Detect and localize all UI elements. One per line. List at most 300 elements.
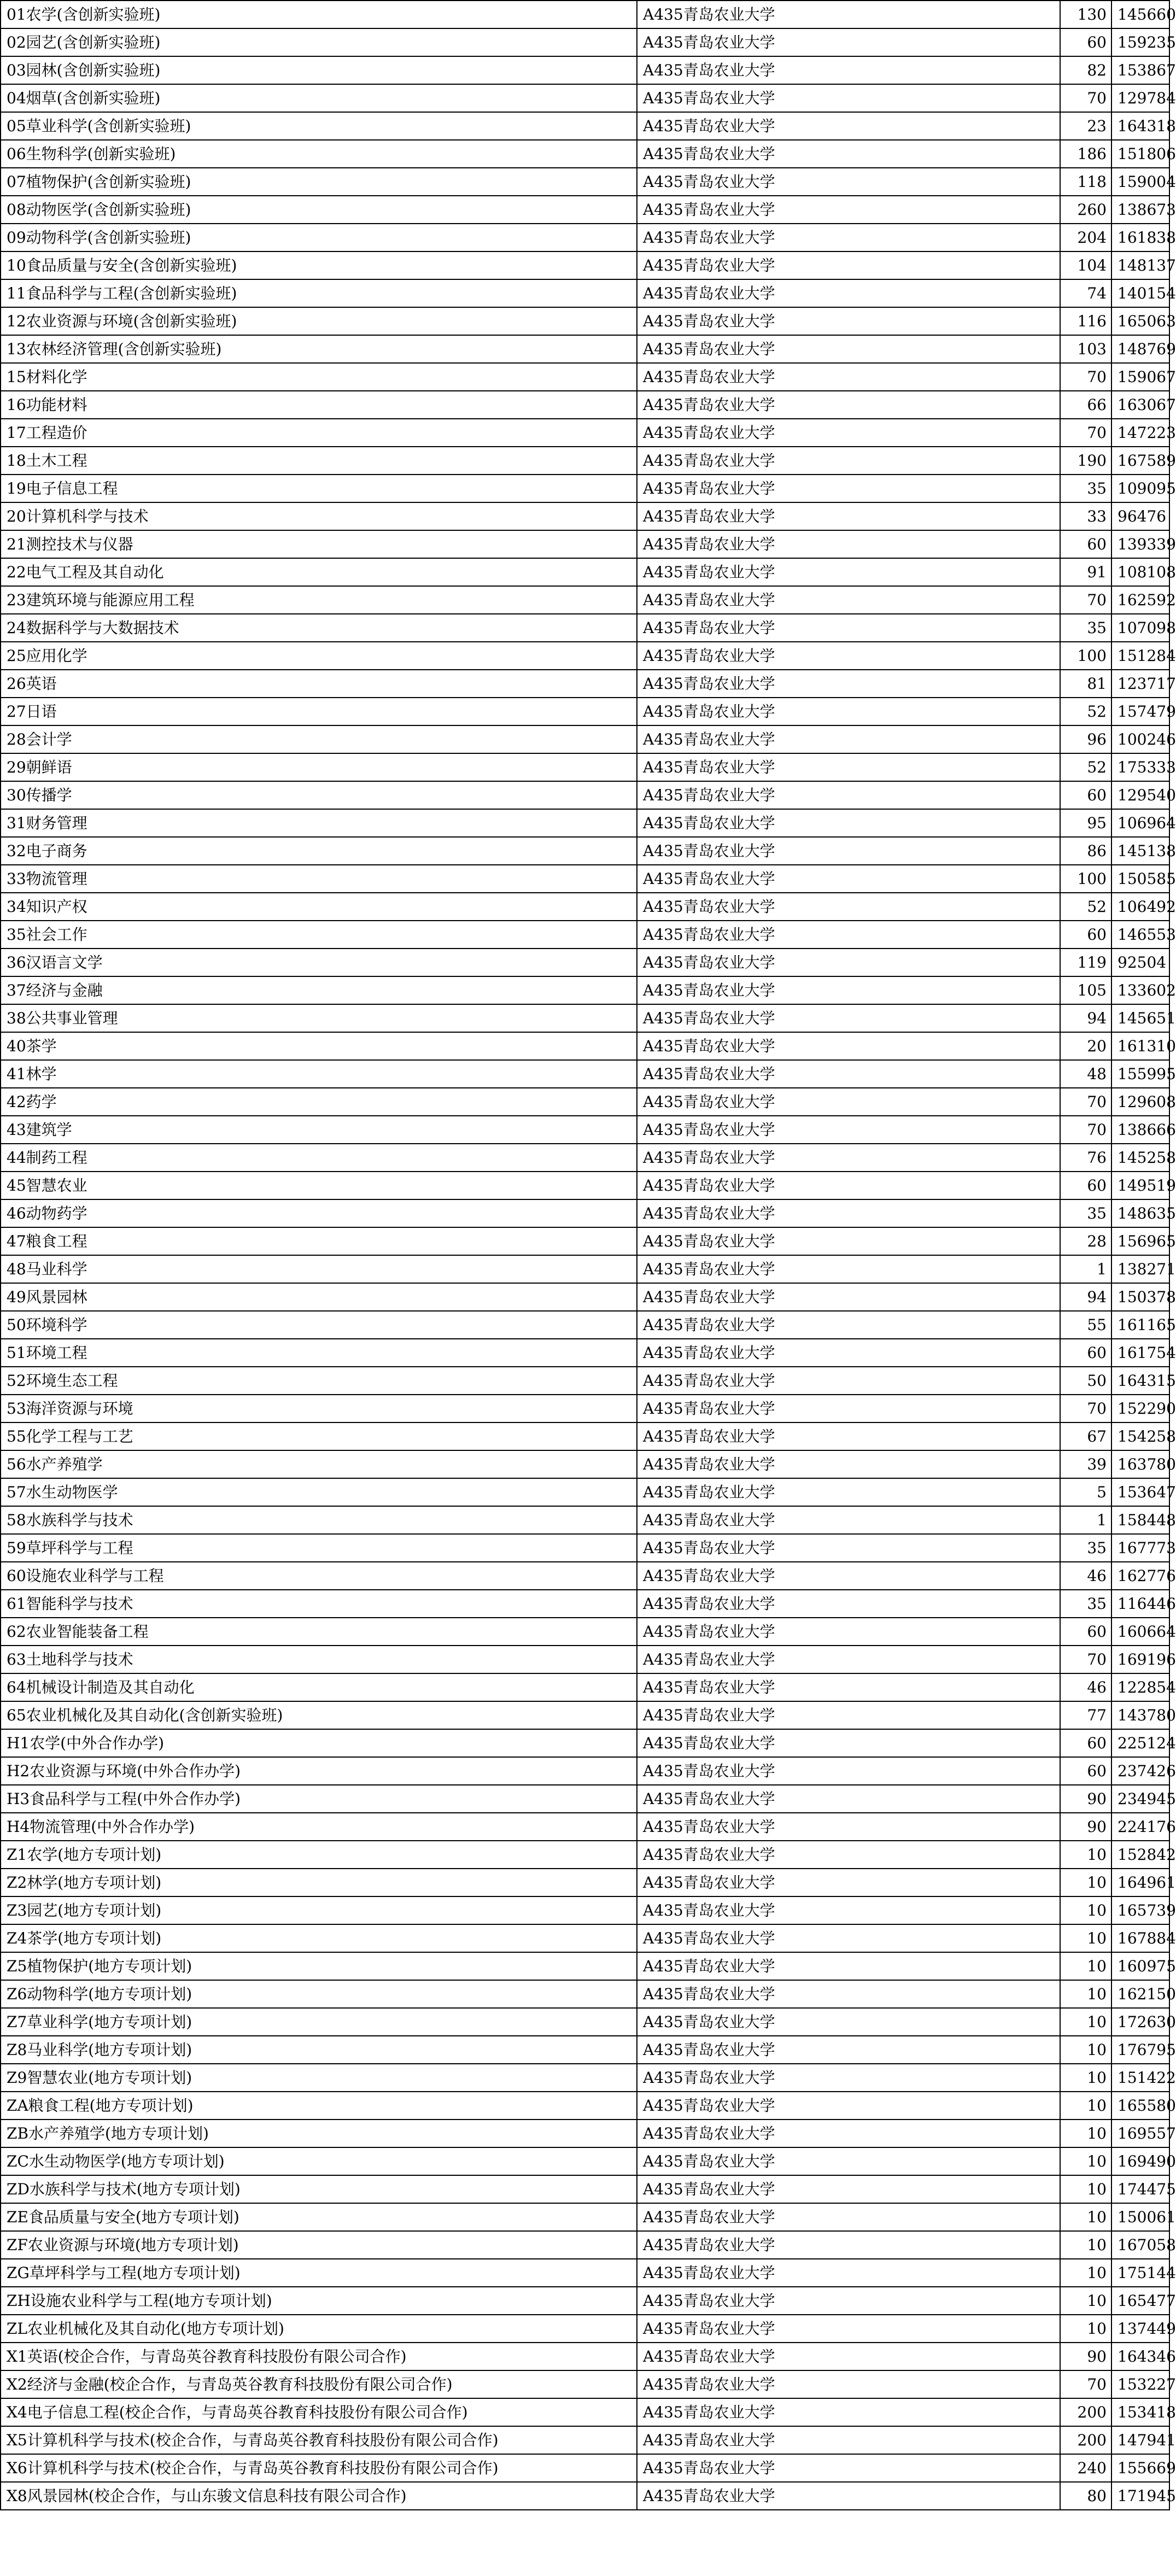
major-cell: 24数据科学与大数据技术 xyxy=(1,614,637,642)
table-row xyxy=(1,921,1169,949)
table-row xyxy=(1,1506,1169,1534)
table-row xyxy=(1,2426,1169,2454)
school-cell: A435青岛农业大学 xyxy=(637,2454,1060,2482)
table-row xyxy=(1,224,1169,251)
plan-count-cell: 10 xyxy=(1060,1924,1111,1952)
school-cell: A435青岛农业大学 xyxy=(637,1088,1060,1116)
table-row xyxy=(1,1729,1169,1757)
school-cell: A435青岛农业大学 xyxy=(637,112,1060,140)
min-rank-cell: 169196 xyxy=(1111,1646,1169,1673)
plan-count-cell: 70 xyxy=(1060,84,1111,112)
table-row xyxy=(1,2343,1169,2370)
min-rank-cell: 159235 xyxy=(1111,28,1169,56)
table-row xyxy=(1,1534,1169,1562)
school-cell: A435青岛农业大学 xyxy=(637,614,1060,642)
major-cell: 41林学 xyxy=(1,1060,637,1088)
min-rank-cell: 167884 xyxy=(1111,1924,1169,1952)
major-cell: 13农林经济管理(含创新实验班) xyxy=(1,335,637,363)
min-rank-cell: 234945 xyxy=(1111,1785,1169,1813)
table-row xyxy=(1,363,1169,391)
school-cell: A435青岛农业大学 xyxy=(637,1450,1060,1478)
table-row xyxy=(1,1227,1169,1255)
major-cell: 43建筑学 xyxy=(1,1116,637,1144)
plan-count-cell: 35 xyxy=(1060,614,1111,642)
major-cell: X6计算机科学与技术(校企合作，与青岛英谷教育科技股份有限公司合作) xyxy=(1,2454,637,2482)
min-rank-cell: 139339 xyxy=(1111,530,1169,558)
major-cell: 50环境科学 xyxy=(1,1311,637,1339)
table-row xyxy=(1,698,1169,725)
min-rank-cell: 150378 xyxy=(1111,1283,1169,1311)
table-row xyxy=(1,84,1169,112)
min-rank-cell: 138673 xyxy=(1111,196,1169,224)
table-row xyxy=(1,168,1169,196)
plan-count-cell: 10 xyxy=(1060,1952,1111,1980)
table-row xyxy=(1,1004,1169,1032)
table-row xyxy=(1,753,1169,781)
school-cell: A435青岛农业大学 xyxy=(637,1060,1060,1088)
major-cell: H3食品科学与工程(中外合作办学) xyxy=(1,1785,637,1813)
plan-count-cell: 35 xyxy=(1060,475,1111,502)
table-row xyxy=(1,837,1169,865)
min-rank-cell: 106492 xyxy=(1111,893,1169,921)
plan-count-cell: 118 xyxy=(1060,168,1111,196)
table-row xyxy=(1,2315,1169,2343)
plan-count-cell: 80 xyxy=(1060,2482,1111,2510)
table-row xyxy=(1,1255,1169,1283)
plan-count-cell: 104 xyxy=(1060,251,1111,279)
plan-count-cell: 70 xyxy=(1060,419,1111,447)
major-cell: 22电气工程及其自动化 xyxy=(1,558,637,586)
major-cell: 49风景园林 xyxy=(1,1283,637,1311)
major-cell: Z1农学(地方专项计划) xyxy=(1,1841,637,1869)
major-cell: 26英语 xyxy=(1,670,637,698)
table-row xyxy=(1,976,1169,1004)
plan-count-cell: 186 xyxy=(1060,140,1111,168)
min-rank-cell: 106964 xyxy=(1111,809,1169,837)
min-rank-cell: 224176 xyxy=(1111,1813,1169,1841)
table-row xyxy=(1,1757,1169,1785)
min-rank-cell: 107098 xyxy=(1111,614,1169,642)
plan-count-cell: 96 xyxy=(1060,725,1111,753)
school-cell: A435青岛农业大学 xyxy=(637,2036,1060,2064)
school-cell: A435青岛农业大学 xyxy=(637,1785,1060,1813)
school-cell: A435青岛农业大学 xyxy=(637,28,1060,56)
school-cell: A435青岛农业大学 xyxy=(637,893,1060,921)
school-cell: A435青岛农业大学 xyxy=(637,949,1060,976)
school-cell: A435青岛农业大学 xyxy=(637,1506,1060,1534)
min-rank-cell: 167773 xyxy=(1111,1534,1169,1562)
table-row xyxy=(1,502,1169,530)
major-cell: ZL农业机械化及其自动化(地方专项计划) xyxy=(1,2315,637,2343)
major-cell: 48马业科学 xyxy=(1,1255,637,1283)
school-cell: A435青岛农业大学 xyxy=(637,1032,1060,1060)
school-cell: A435青岛农业大学 xyxy=(637,1618,1060,1646)
major-cell: X8风景园林(校企合作，与山东骏文信息科技有限公司合作) xyxy=(1,2482,637,2510)
school-cell: A435青岛农业大学 xyxy=(637,698,1060,725)
table-row xyxy=(1,447,1169,475)
major-cell: 63土地科学与技术 xyxy=(1,1646,637,1673)
min-rank-cell: 100246 xyxy=(1111,725,1169,753)
school-cell: A435青岛农业大学 xyxy=(637,1367,1060,1395)
min-rank-cell: 145138 xyxy=(1111,837,1169,865)
min-rank-cell: 161838 xyxy=(1111,224,1169,251)
table-row xyxy=(1,1,1169,28)
plan-count-cell: 70 xyxy=(1060,586,1111,614)
min-rank-cell: 148635 xyxy=(1111,1199,1169,1227)
table-row xyxy=(1,1980,1169,2008)
school-cell: A435青岛农业大学 xyxy=(637,1952,1060,1980)
min-rank-cell: 140154 xyxy=(1111,279,1169,307)
table-row xyxy=(1,1646,1169,1673)
major-cell: 45智慧农业 xyxy=(1,1172,637,1199)
school-cell: A435青岛农业大学 xyxy=(637,1896,1060,1924)
min-rank-cell: 109095 xyxy=(1111,475,1169,502)
school-cell: A435青岛农业大学 xyxy=(637,1004,1060,1032)
table-row xyxy=(1,2203,1169,2231)
plan-count-cell: 10 xyxy=(1060,2092,1111,2120)
major-cell: ZH设施农业科学与工程(地方专项计划) xyxy=(1,2287,637,2315)
table-row xyxy=(1,2287,1169,2315)
major-cell: 06生物科学(创新实验班) xyxy=(1,140,637,168)
table-row xyxy=(1,419,1169,447)
table-row xyxy=(1,1283,1169,1311)
major-cell: X1英语(校企合作，与青岛英谷教育科技股份有限公司合作) xyxy=(1,2343,637,2370)
min-rank-cell: 161754 xyxy=(1111,1339,1169,1367)
school-cell: A435青岛农业大学 xyxy=(637,1729,1060,1757)
min-rank-cell: 145660 xyxy=(1111,1,1169,28)
school-cell: A435青岛农业大学 xyxy=(637,1757,1060,1785)
school-cell: A435青岛农业大学 xyxy=(637,586,1060,614)
major-cell: 17工程造价 xyxy=(1,419,637,447)
min-rank-cell: 154258 xyxy=(1111,1422,1169,1450)
min-rank-cell: 123717 xyxy=(1111,670,1169,698)
table-row xyxy=(1,196,1169,224)
school-cell: A435青岛农业大学 xyxy=(637,837,1060,865)
plan-count-cell: 10 xyxy=(1060,1980,1111,2008)
major-cell: 20计算机科学与技术 xyxy=(1,502,637,530)
min-rank-cell: 122854 xyxy=(1111,1673,1169,1701)
school-cell: A435青岛农业大学 xyxy=(637,196,1060,224)
min-rank-cell: 169557 xyxy=(1111,2120,1169,2147)
major-cell: ZB水产养殖学(地方专项计划) xyxy=(1,2120,637,2147)
table-row xyxy=(1,307,1169,335)
plan-count-cell: 10 xyxy=(1060,2120,1111,2147)
table-row xyxy=(1,1952,1169,1980)
min-rank-cell: 176795 xyxy=(1111,2036,1169,2064)
major-cell: 52环境生态工程 xyxy=(1,1367,637,1395)
table-row xyxy=(1,56,1169,84)
plan-count-cell: 50 xyxy=(1060,1367,1111,1395)
min-rank-cell: 165580 xyxy=(1111,2092,1169,2120)
major-cell: 59草坪科学与工程 xyxy=(1,1534,637,1562)
plan-count-cell: 70 xyxy=(1060,1116,1111,1144)
plan-count-cell: 20 xyxy=(1060,1032,1111,1060)
school-cell: A435青岛农业大学 xyxy=(637,1701,1060,1729)
table-row xyxy=(1,1395,1169,1422)
table-row xyxy=(1,2092,1169,2120)
min-rank-cell: 149519 xyxy=(1111,1172,1169,1199)
min-rank-cell: 137449 xyxy=(1111,2315,1169,2343)
major-cell: ZE食品质量与安全(地方专项计划) xyxy=(1,2203,637,2231)
major-cell: 27日语 xyxy=(1,698,637,725)
school-cell: A435青岛农业大学 xyxy=(637,1534,1060,1562)
plan-count-cell: 94 xyxy=(1060,1004,1111,1032)
plan-count-cell: 82 xyxy=(1060,56,1111,84)
major-cell: H1农学(中外合作办学) xyxy=(1,1729,637,1757)
min-rank-cell: 164346 xyxy=(1111,2343,1169,2370)
min-rank-cell: 138666 xyxy=(1111,1116,1169,1144)
school-cell: A435青岛农业大学 xyxy=(637,670,1060,698)
min-rank-cell: 164315 xyxy=(1111,1367,1169,1395)
plan-count-cell: 70 xyxy=(1060,1088,1111,1116)
table-row xyxy=(1,391,1169,419)
plan-count-cell: 10 xyxy=(1060,2203,1111,2231)
major-cell: 47粮食工程 xyxy=(1,1227,637,1255)
table-row xyxy=(1,2259,1169,2287)
major-cell: 51环境工程 xyxy=(1,1339,637,1367)
school-cell: A435青岛农业大学 xyxy=(637,56,1060,84)
school-cell: A435青岛农业大学 xyxy=(637,865,1060,893)
table-row xyxy=(1,2482,1169,2510)
plan-count-cell: 81 xyxy=(1060,670,1111,698)
major-cell: 23建筑环境与能源应用工程 xyxy=(1,586,637,614)
major-cell: 61智能科学与技术 xyxy=(1,1590,637,1618)
min-rank-cell: 143780 xyxy=(1111,1701,1169,1729)
min-rank-cell: 237426 xyxy=(1111,1757,1169,1785)
school-cell: A435青岛农业大学 xyxy=(637,1422,1060,1450)
plan-count-cell: 10 xyxy=(1060,1841,1111,1869)
plan-count-cell: 86 xyxy=(1060,837,1111,865)
min-rank-cell: 165477 xyxy=(1111,2287,1169,2315)
plan-count-cell: 60 xyxy=(1060,530,1111,558)
major-cell: 38公共事业管理 xyxy=(1,1004,637,1032)
school-cell: A435青岛农业大学 xyxy=(637,1590,1060,1618)
major-cell: 15材料化学 xyxy=(1,363,637,391)
plan-count-cell: 52 xyxy=(1060,753,1111,781)
table-row xyxy=(1,949,1169,976)
school-cell: A435青岛农业大学 xyxy=(637,2315,1060,2343)
table-row xyxy=(1,2398,1169,2426)
major-cell: ZA粮食工程(地方专项计划) xyxy=(1,2092,637,2120)
school-cell: A435青岛农业大学 xyxy=(637,279,1060,307)
table-body xyxy=(1,1,1176,2510)
min-rank-cell: 162592 xyxy=(1111,586,1169,614)
min-rank-cell: 167058 xyxy=(1111,2231,1169,2259)
major-cell: H4物流管理(中外合作办学) xyxy=(1,1813,637,1841)
school-cell: A435青岛农业大学 xyxy=(637,2147,1060,2175)
table-row xyxy=(1,1088,1169,1116)
plan-count-cell: 10 xyxy=(1060,2287,1111,2315)
plan-count-cell: 200 xyxy=(1060,2398,1111,2426)
min-rank-cell: 129540 xyxy=(1111,781,1169,809)
school-cell: A435青岛农业大学 xyxy=(637,140,1060,168)
min-rank-cell: 169490 xyxy=(1111,2147,1169,2175)
major-cell: 09动物科学(含创新实验班) xyxy=(1,224,637,251)
plan-count-cell: 95 xyxy=(1060,809,1111,837)
plan-count-cell: 90 xyxy=(1060,1813,1111,1841)
plan-count-cell: 35 xyxy=(1060,1199,1111,1227)
major-cell: ZC水生动物医学(地方专项计划) xyxy=(1,2147,637,2175)
table-row xyxy=(1,1116,1169,1144)
table-row xyxy=(1,1032,1169,1060)
table-row xyxy=(1,1367,1169,1395)
major-cell: 35社会工作 xyxy=(1,921,637,949)
min-rank-cell: 108108 xyxy=(1111,558,1169,586)
plan-count-cell: 105 xyxy=(1060,976,1111,1004)
table-row xyxy=(1,1199,1169,1227)
plan-count-cell: 76 xyxy=(1060,1144,1111,1172)
plan-count-cell: 103 xyxy=(1060,335,1111,363)
school-cell: A435青岛农业大学 xyxy=(637,1172,1060,1199)
min-rank-cell: 150061 xyxy=(1111,2203,1169,2231)
table-row xyxy=(1,1450,1169,1478)
major-cell: X2经济与金融(校企合作，与青岛英谷教育科技股份有限公司合作) xyxy=(1,2370,637,2398)
table-row xyxy=(1,28,1169,56)
school-cell: A435青岛农业大学 xyxy=(637,1199,1060,1227)
school-cell: A435青岛农业大学 xyxy=(637,809,1060,837)
table-row xyxy=(1,1841,1169,1869)
school-cell: A435青岛农业大学 xyxy=(637,1562,1060,1590)
min-rank-cell: 153647 xyxy=(1111,1478,1169,1506)
school-cell: A435青岛农业大学 xyxy=(637,1116,1060,1144)
table-row xyxy=(1,251,1169,279)
plan-count-cell: 60 xyxy=(1060,28,1111,56)
table-row xyxy=(1,2120,1169,2147)
school-cell: A435青岛农业大学 xyxy=(637,2398,1060,2426)
plan-count-cell: 60 xyxy=(1060,1339,1111,1367)
major-cell: 25应用化学 xyxy=(1,642,637,670)
major-cell: 64机械设计制造及其自动化 xyxy=(1,1673,637,1701)
school-cell: A435青岛农业大学 xyxy=(637,2120,1060,2147)
table-row xyxy=(1,2175,1169,2203)
plan-count-cell: 33 xyxy=(1060,502,1111,530)
major-cell: Z3园艺(地方专项计划) xyxy=(1,1896,637,1924)
min-rank-cell: 147223 xyxy=(1111,419,1169,447)
major-cell: 04烟草(含创新实验班) xyxy=(1,84,637,112)
min-rank-cell: 153227 xyxy=(1111,2370,1169,2398)
plan-count-cell: 91 xyxy=(1060,558,1111,586)
school-cell: A435青岛农业大学 xyxy=(637,1,1060,28)
min-rank-cell: 160664 xyxy=(1111,1618,1169,1646)
major-cell: 19电子信息工程 xyxy=(1,475,637,502)
school-cell: A435青岛农业大学 xyxy=(637,307,1060,335)
min-rank-cell: 165063 xyxy=(1111,307,1169,335)
school-cell: A435青岛农业大学 xyxy=(637,1646,1060,1673)
plan-count-cell: 1 xyxy=(1060,1506,1111,1534)
min-rank-cell: 157479 xyxy=(1111,698,1169,725)
min-rank-cell: 146553 xyxy=(1111,921,1169,949)
plan-count-cell: 10 xyxy=(1060,1896,1111,1924)
school-cell: A435青岛农业大学 xyxy=(637,1395,1060,1422)
plan-count-cell: 10 xyxy=(1060,2259,1111,2287)
table-row xyxy=(1,335,1169,363)
school-cell: A435青岛农业大学 xyxy=(637,2259,1060,2287)
min-rank-cell: 151422 xyxy=(1111,2064,1169,2092)
min-rank-cell: 225124 xyxy=(1111,1729,1169,1757)
plan-count-cell: 1 xyxy=(1060,1255,1111,1283)
major-cell: 65农业机械化及其自动化(含创新实验班) xyxy=(1,1701,637,1729)
plan-count-cell: 60 xyxy=(1060,1729,1111,1757)
min-rank-cell: 164318 xyxy=(1111,112,1169,140)
major-cell: 10食品质量与安全(含创新实验班) xyxy=(1,251,637,279)
min-rank-cell: 159067 xyxy=(1111,363,1169,391)
major-cell: Z7草业科学(地方专项计划) xyxy=(1,2008,637,2036)
table-row xyxy=(1,112,1169,140)
table-row xyxy=(1,642,1169,670)
plan-count-cell: 39 xyxy=(1060,1450,1111,1478)
table-row xyxy=(1,1813,1169,1841)
major-cell: 28会计学 xyxy=(1,725,637,753)
min-rank-cell: 152842 xyxy=(1111,1841,1169,1869)
min-rank-cell: 174475 xyxy=(1111,2175,1169,2203)
table-row xyxy=(1,2064,1169,2092)
min-rank-cell: 163067 xyxy=(1111,391,1169,419)
table-row xyxy=(1,1785,1169,1813)
school-cell: A435青岛农业大学 xyxy=(637,2064,1060,2092)
major-cell: 37经济与金融 xyxy=(1,976,637,1004)
table-row xyxy=(1,2454,1169,2482)
school-cell: A435青岛农业大学 xyxy=(637,335,1060,363)
plan-count-cell: 52 xyxy=(1060,893,1111,921)
school-cell: A435青岛农业大学 xyxy=(637,2092,1060,2120)
table-row xyxy=(1,893,1169,921)
min-rank-cell: 152290 xyxy=(1111,1395,1169,1422)
major-cell: 53海洋资源与环境 xyxy=(1,1395,637,1422)
min-rank-cell: 148137 xyxy=(1111,251,1169,279)
table-row xyxy=(1,2147,1169,2175)
plan-count-cell: 60 xyxy=(1060,781,1111,809)
table-row xyxy=(1,2370,1169,2398)
plan-count-cell: 74 xyxy=(1060,279,1111,307)
table-row xyxy=(1,530,1169,558)
plan-count-cell: 10 xyxy=(1060,2008,1111,2036)
school-cell: A435青岛农业大学 xyxy=(637,976,1060,1004)
plan-count-cell: 60 xyxy=(1060,921,1111,949)
major-cell: 02园艺(含创新实验班) xyxy=(1,28,637,56)
major-cell: 36汉语言文学 xyxy=(1,949,637,976)
plan-count-cell: 35 xyxy=(1060,1590,1111,1618)
table-row xyxy=(1,1869,1169,1896)
plan-count-cell: 10 xyxy=(1060,2147,1111,2175)
school-cell: A435青岛农业大学 xyxy=(637,419,1060,447)
plan-count-cell: 10 xyxy=(1060,2175,1111,2203)
school-cell: A435青岛农业大学 xyxy=(637,475,1060,502)
school-cell: A435青岛农业大学 xyxy=(637,502,1060,530)
major-cell: 46动物药学 xyxy=(1,1199,637,1227)
min-rank-cell: 171945 xyxy=(1111,2482,1169,2510)
major-cell: X4电子信息工程(校企合作，与青岛英谷教育科技股份有限公司合作) xyxy=(1,2398,637,2426)
table-row xyxy=(1,2231,1169,2259)
plan-count-cell: 200 xyxy=(1060,2426,1111,2454)
plan-count-cell: 35 xyxy=(1060,1534,1111,1562)
table-row xyxy=(1,1562,1169,1590)
major-cell: 62农业智能装备工程 xyxy=(1,1618,637,1646)
plan-count-cell: 66 xyxy=(1060,391,1111,419)
major-cell: 07植物保护(含创新实验班) xyxy=(1,168,637,196)
min-rank-cell: 129608 xyxy=(1111,1088,1169,1116)
school-cell: A435青岛农业大学 xyxy=(637,2175,1060,2203)
table-row xyxy=(1,1422,1169,1450)
major-cell: 01农学(含创新实验班) xyxy=(1,1,637,28)
school-cell: A435青岛农业大学 xyxy=(637,2287,1060,2315)
major-cell: H2农业资源与环境(中外合作办学) xyxy=(1,1757,637,1785)
min-rank-cell: 116446 xyxy=(1111,1590,1169,1618)
plan-count-cell: 10 xyxy=(1060,2231,1111,2259)
plan-count-cell: 70 xyxy=(1060,1395,1111,1422)
min-rank-cell: 151284 xyxy=(1111,642,1169,670)
plan-count-cell: 260 xyxy=(1060,196,1111,224)
table-row xyxy=(1,1339,1169,1367)
